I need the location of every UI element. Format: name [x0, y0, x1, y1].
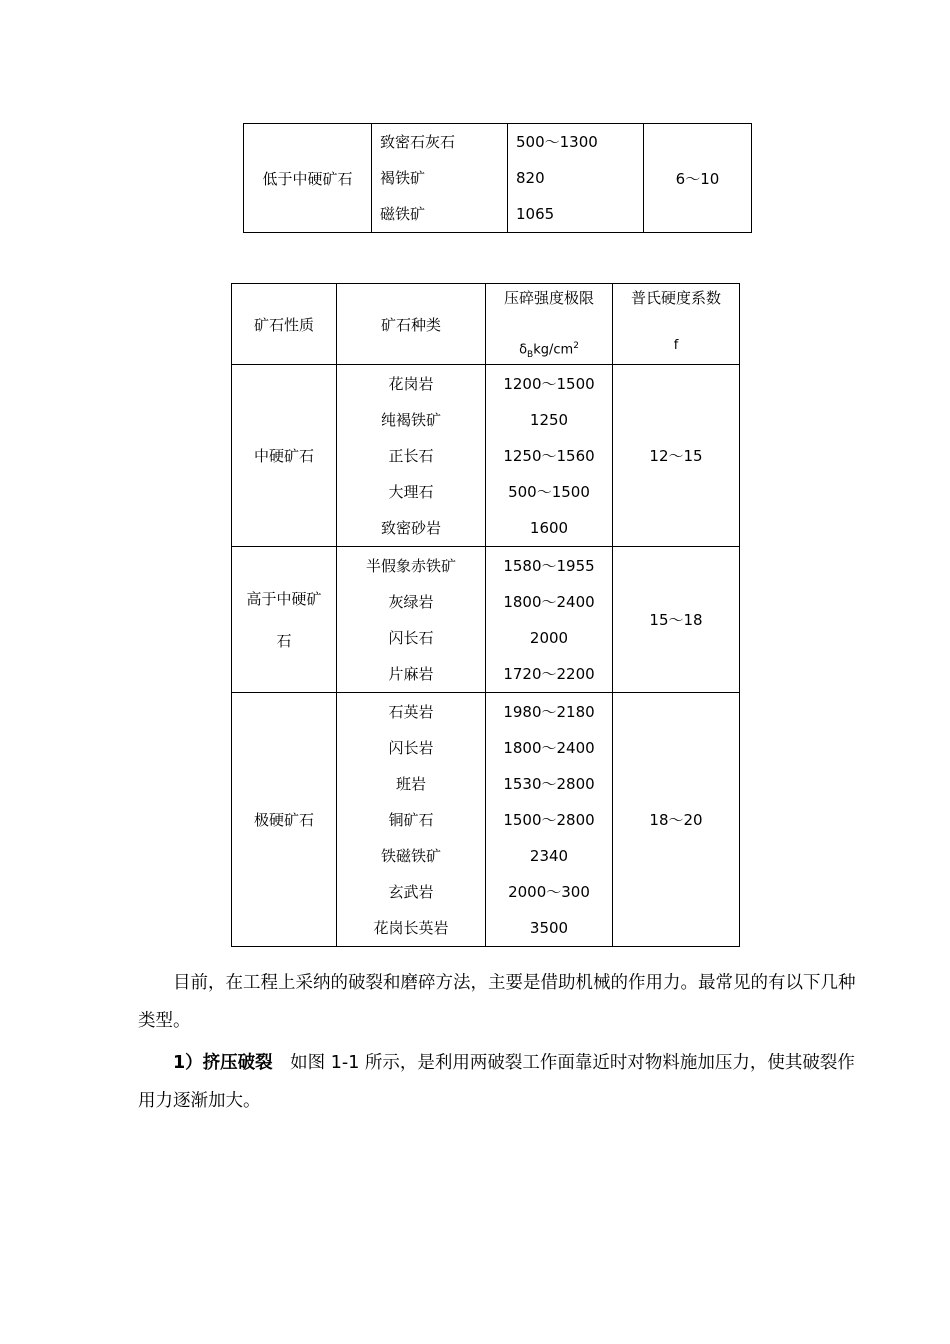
ore-table-continued: [243, 123, 752, 233]
ore-type: 褐铁矿: [380, 169, 426, 187]
header-strength: [486, 284, 613, 365]
coefficient-cell: 6～10: [644, 124, 752, 233]
ore-type: 致密石灰石: [380, 133, 456, 151]
strength-value: 2000: [529, 628, 569, 647]
strength-value: 500～1500: [508, 482, 590, 501]
ore-type: 磁铁矿: [380, 205, 426, 223]
ore-type: 片麻岩: [388, 664, 434, 683]
ore-type: 铁磁铁矿: [380, 846, 441, 865]
coefficient-cell: 12～15: [613, 365, 740, 547]
ore-types-cell: [372, 124, 508, 233]
ore-type: 石英岩: [388, 702, 434, 721]
header-strength-line1: 压碎强度极限: [503, 289, 594, 307]
squeeze-heading: 1）挤压破裂: [173, 1053, 273, 1073]
category-cell: 极硬矿石: [232, 693, 337, 947]
ore-types-cell: [337, 365, 486, 547]
ore-type: 致密砂岩: [380, 518, 441, 537]
category-cell: [232, 547, 337, 693]
strength-value: 1250: [529, 410, 569, 429]
body-paragraph: 目前，在工程上采纳的破裂和磨碎方法，主要是借助机械的作用力。最常见的有以下几种类型。: [138, 973, 856, 1031]
header-coefficient: [613, 284, 740, 365]
ore-type: 闪长石: [388, 628, 434, 647]
strength-cell: [508, 124, 644, 233]
strength-value: 2000～300: [508, 882, 590, 901]
table-row: [232, 693, 740, 947]
strength-value: 500～1300: [516, 133, 598, 151]
table-row: [232, 547, 740, 693]
strength-cell: [486, 693, 613, 947]
strength-cell: [486, 547, 613, 693]
ore-type: 花岗岩: [388, 374, 434, 393]
ore-type: 大理石: [388, 482, 434, 501]
category-cell: 低于中硬矿石: [244, 124, 372, 233]
ore-type: 铜矿石: [388, 810, 434, 829]
table-row: [232, 365, 740, 547]
header-strength-line2: $\delta_Bkg/cm^2$: [519, 341, 579, 360]
ore-type: 玄武岩: [388, 882, 434, 901]
ore-type: 班岩: [395, 774, 426, 793]
ore-types-cell: [337, 693, 486, 947]
squeeze-description: 如图 1-1 所示，是利用两破裂工作面靠近时对物料施加压力，使其破裂作用力逐渐加大。: [138, 1053, 855, 1111]
category-cell: 中硬矿石: [232, 365, 337, 547]
coefficient-cell: 15～18: [613, 547, 740, 693]
header-row: [232, 284, 740, 365]
ore-type: 正长石: [388, 446, 434, 465]
strength-value: 1065: [516, 205, 555, 223]
ore-types-cell: [337, 547, 486, 693]
strength-value: 3500: [529, 918, 569, 937]
strength-value: 1600: [529, 518, 569, 537]
body-paragraph-squeeze: [138, 1044, 858, 1120]
header-coef-line2: f: [673, 338, 679, 353]
strength-value: 820: [516, 169, 545, 187]
strength-value: 1580～1955: [503, 556, 595, 575]
header-nature: 矿石性质: [232, 284, 337, 365]
ore-type: 半假象赤铁矿: [365, 556, 456, 575]
strength-value: 1250～1560: [503, 446, 595, 465]
strength-value: 1800～2400: [503, 738, 595, 757]
strength-value: 2340: [529, 846, 569, 865]
header-type: 矿石种类: [337, 284, 486, 365]
category-line1: 高于中硬矿: [246, 589, 322, 608]
strength-cell: [486, 365, 613, 547]
strength-value: 1200～1500: [503, 374, 595, 393]
category-line2: 石: [276, 631, 292, 650]
ore-type: 花岗长英岩: [373, 918, 449, 937]
ore-type: 灰绿岩: [388, 592, 434, 611]
ore-type: 纯褐铁矿: [380, 410, 441, 429]
header-coef-line1: 普氏硬度系数: [630, 289, 721, 307]
strength-value: 1720～2200: [503, 664, 595, 683]
strength-value: 1500～2800: [503, 810, 595, 829]
ore-type: 闪长岩: [388, 738, 434, 757]
ore-hardness-table: [231, 283, 740, 947]
coefficient-cell: 18～20: [613, 693, 740, 947]
strength-value: 1800～2400: [503, 592, 595, 611]
strength-value: 1530～2800: [503, 774, 595, 793]
strength-value: 1980～2180: [503, 702, 595, 721]
